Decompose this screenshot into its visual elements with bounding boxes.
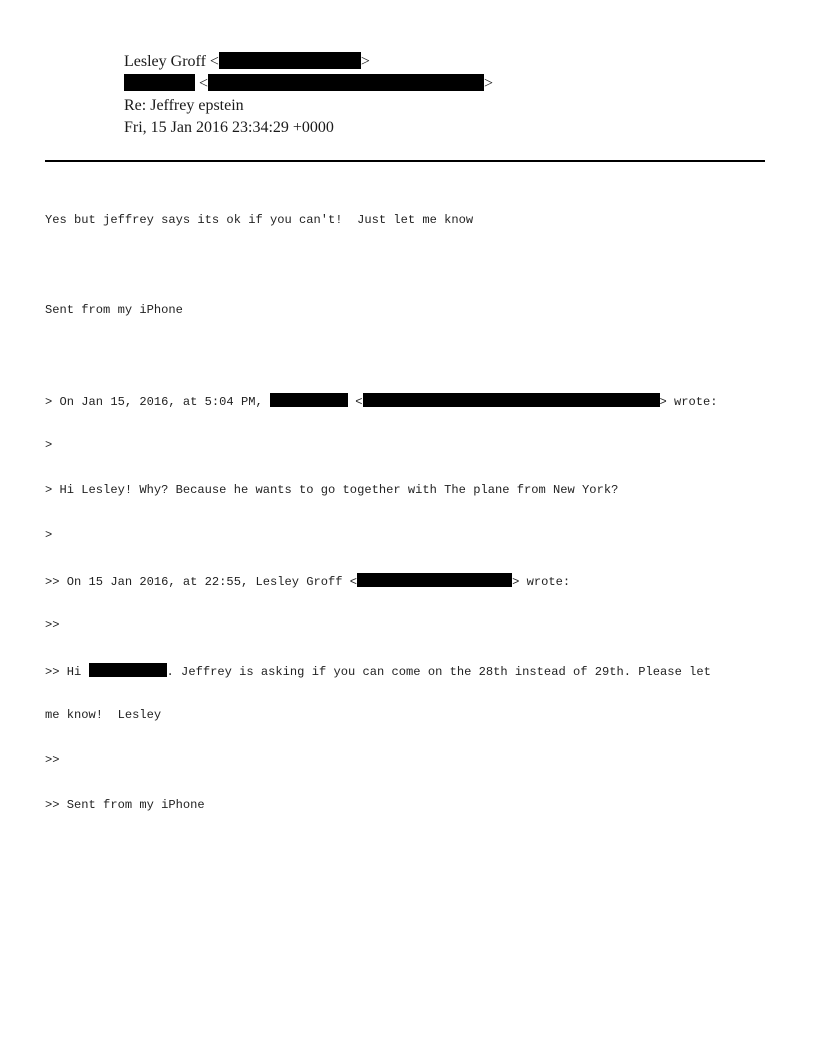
from-name: Lesley Groff < <box>124 53 219 70</box>
nested-quote-line: me know! Lesley <box>45 708 162 722</box>
quote-header-suffix: > wrote: <box>659 395 718 409</box>
redaction-box <box>270 393 348 407</box>
nested-quote-line: >> <box>45 753 60 767</box>
from-value <box>124 52 370 72</box>
redaction-box <box>363 393 660 407</box>
nested-quote-line: >> Sent from my iPhone <box>45 798 205 812</box>
quote-line: > Hi Lesley! Why? Because he wants to go together with The plane from New York? <box>45 483 619 497</box>
redaction-box <box>219 52 361 69</box>
to-end: > <box>484 75 494 92</box>
blank-line <box>45 258 765 273</box>
nested-quote-text: . Jeffrey is asking if you can come on the 28th instead of 29th. Please let <box>166 665 711 679</box>
nested-quote-header-line <box>45 573 765 588</box>
quote-header-prefix: > On Jan 15, 2016, at 5:04 PM, <box>45 395 270 409</box>
redaction-box <box>208 74 484 91</box>
blank-line <box>45 348 765 363</box>
to-mid: < <box>195 75 209 92</box>
redaction-box <box>89 663 167 677</box>
subject-value: Re: Jeffrey epstein <box>124 97 244 114</box>
header-divider <box>45 160 765 162</box>
email-body <box>45 183 765 828</box>
from-end: > <box>360 53 370 70</box>
quote-header-mid: < <box>347 395 363 409</box>
redaction-box <box>124 74 195 91</box>
nested-quote-header-suffix: > wrote: <box>512 575 571 589</box>
quote-line: > <box>45 528 53 542</box>
signature-line: Sent from my iPhone <box>45 303 183 317</box>
nested-quote-prefix: >> Hi <box>45 665 89 679</box>
redaction-box <box>357 573 512 587</box>
nested-quote-header-prefix: >> On 15 Jan 2016, at 22:55, Lesley Groff < <box>45 575 358 589</box>
nested-quote-line: >> <box>45 618 60 632</box>
to-value <box>124 74 493 94</box>
quote-header-line <box>45 393 765 408</box>
date-value: Fri, 15 Jan 2016 23:34:29 +0000 <box>124 119 334 136</box>
nested-quote-line <box>45 663 765 678</box>
body-line: Yes but jeffrey says its ok if you can't! Just let me know <box>45 213 474 227</box>
quote-line: > <box>45 438 53 452</box>
